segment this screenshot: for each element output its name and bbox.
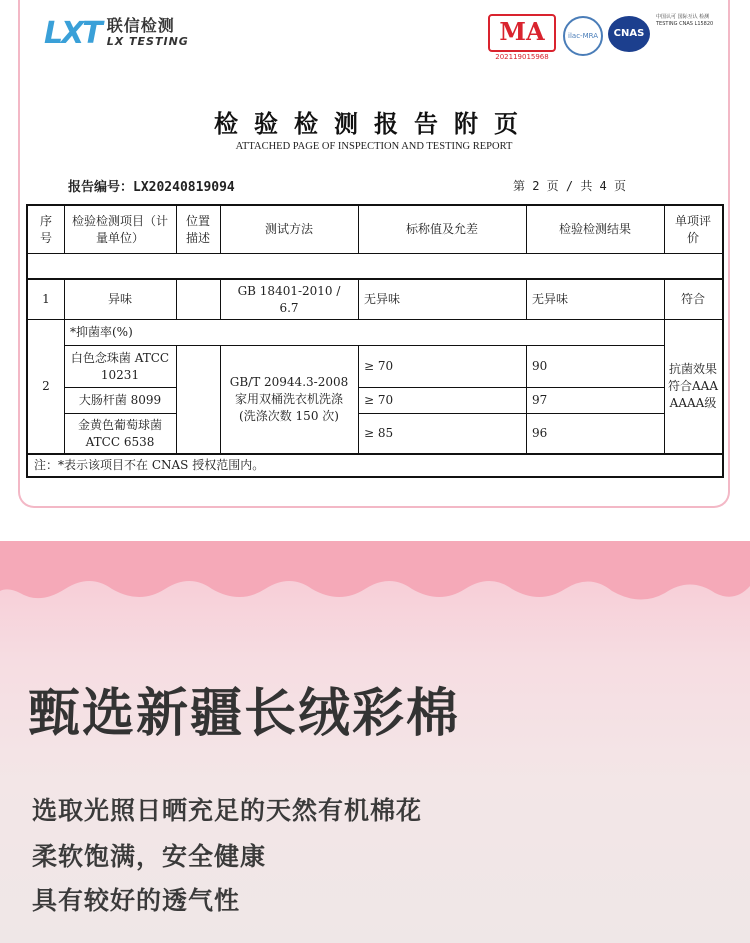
cnas-seal: CNAS bbox=[608, 16, 650, 52]
cnas-caption: 中国认可 国际互认 检测 TESTING CNAS L15820 bbox=[656, 14, 714, 27]
header-evaluation: 单项评价 bbox=[674, 213, 711, 245]
row1-nominal: 无异味 bbox=[364, 292, 401, 306]
row2-sub2-result: 97 bbox=[532, 393, 548, 407]
row2-sub1-item: 白色念珠菌 ATCC 10231 bbox=[70, 350, 170, 382]
row2-sub3-nominal: ≥ 85 bbox=[364, 426, 394, 440]
report-subtitle: ATTACHED PAGE OF INSPECTION AND TESTING REPORT bbox=[235, 141, 513, 152]
promo-title: 甄选新疆长绒彩棉 bbox=[28, 684, 461, 744]
row2-no: 2 bbox=[42, 379, 50, 393]
row2-sub2-item: 大肠杆菌 8099 bbox=[78, 393, 162, 407]
row1-result: 无异味 bbox=[532, 292, 569, 306]
cma-seal bbox=[488, 14, 556, 61]
test-report-page bbox=[18, 0, 730, 508]
header-no: 序号 bbox=[39, 213, 52, 245]
header-result: 检验检测结果 bbox=[558, 222, 631, 236]
inspection-table bbox=[26, 204, 724, 478]
row2-sub3-item: 金黄色葡萄球菌 ATCC 6538 bbox=[77, 417, 162, 449]
row1-evaluation: 符合 bbox=[680, 292, 705, 306]
row2-evaluation: 抗菌效果符合AAAAAAA级 bbox=[668, 362, 718, 410]
row1-method: GB 18401-2010 / 6.7 bbox=[237, 283, 341, 315]
row1-no: 1 bbox=[42, 292, 50, 306]
logo-chinese-name: 联信检测 bbox=[106, 15, 175, 35]
row2-group: *抑菌率(%) bbox=[70, 325, 133, 339]
row1-item: 异味 bbox=[107, 292, 132, 306]
row2-sub2-nominal: ≥ 70 bbox=[364, 393, 394, 407]
row2-method: GB/T 20944.3-2008 家用双桶洗衣机洗涤 (洗涤次数 150 次) bbox=[229, 375, 349, 423]
page-indicator: 第 2 页 / 共 4 页 bbox=[512, 179, 626, 193]
cma-mark: MA bbox=[488, 14, 556, 52]
report-title: 检验检测报告附页 bbox=[214, 109, 534, 138]
logo-mark: LXT bbox=[44, 16, 101, 51]
header-position: 位置描述 bbox=[185, 213, 210, 245]
lx-testing-logo bbox=[44, 16, 189, 51]
header-nominal: 标称值及允差 bbox=[405, 222, 478, 236]
cma-number: 202119015968 bbox=[495, 53, 549, 61]
header-method: 测试方法 bbox=[264, 222, 313, 236]
header-item: 检验检测项目（计量单位） bbox=[71, 213, 168, 245]
promo-line-1: 选取光照日晒充足的天然有机棉花 bbox=[32, 796, 423, 825]
promo-line-2: 柔软饱满，安全健康 bbox=[32, 842, 267, 871]
cloud-wave-decoration bbox=[0, 541, 750, 621]
ilac-mra-seal: ilac-MRA bbox=[563, 16, 603, 56]
report-number: 报告编号：LX20240819094 bbox=[68, 180, 235, 195]
logo-english-name: LX TESTING bbox=[106, 34, 189, 48]
row2-sub3-result: 96 bbox=[532, 426, 548, 440]
row2-sub1-result: 90 bbox=[532, 359, 548, 373]
row2-sub1-nominal: ≥ 70 bbox=[364, 359, 394, 373]
promo-line-3: 具有较好的透气性 bbox=[32, 886, 241, 915]
row1-position bbox=[176, 280, 220, 319]
cotton-promo-banner bbox=[0, 541, 750, 943]
table-note: 注：*表示该项目不在 CNAS 授权范围内。 bbox=[34, 458, 265, 472]
